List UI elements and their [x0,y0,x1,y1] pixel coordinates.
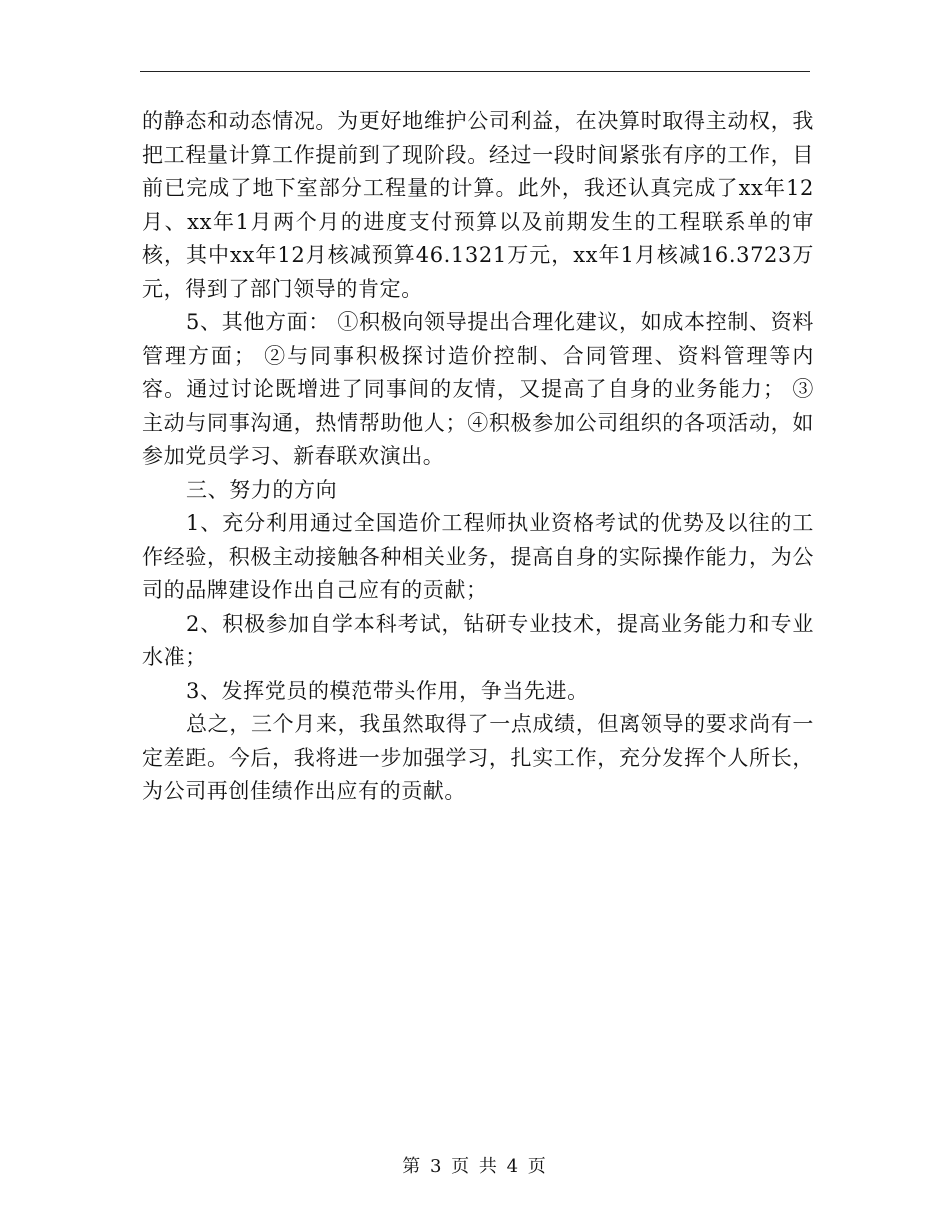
paragraph-goal-3: 3、发挥党员的模范带头作用，争当先进。 [186,678,589,703]
header-rule [140,71,810,72]
paragraph-goal-2: 2、积极参加自学本科考试，钻研专业技术，提高业务能力和专业水准； [142,611,814,669]
section-heading-direction: 三、努力的方向 [186,477,338,502]
paragraph-other-aspects: 5、其他方面： ①积极向领导提出合理化建议，如成本控制、资料管理方面； ②与同事积极探讨造价控制、合同管理、资料管理等内容。通过讨论既增进了同事间的友情，又提高了自身的业务能力； ③主动与同事沟通，热情帮助他人；④积极参加公司组织的各项活动，如参加党员学习、新春联欢演出。 [142,310,814,468]
document-body [142,105,814,809]
paragraph-conclusion: 总之，三个月来，我虽然取得了一点成绩，但离领导的要求尚有一定差距。今后，我将进一步加强学习，扎实工作，充分发挥个人所长，为公司再创佳绩作出应有的贡献。 [142,712,814,803]
page-number-footer: 第 3 页 共 4 页 [402,1156,548,1177]
paragraph-goal-1: 1、充分利用通过全国造价工程师执业资格考试的优势及以往的工作经验，积极主动接触各种相关业务，提高自身的实际操作能力，为公司的品牌建设作出自己应有的贡献； [142,511,814,602]
paragraph-progress-budget-review: 的静态和动态情况。为更好地维护公司利益，在决算时取得主动权，我把工程量计算工作提前到了现阶段。经过一段时间紧张有序的工作，目前已完成了地下室部分工程量的计算。此外，我还认真完成了xx年12月、xx年1月两个月的进度支付预算以及前期发生的工程联系单的审核，其中xx年12月核减预算46.1321万元，xx年1月核减16.3723万元，得到了部门领导的肯定。 [142,109,814,301]
